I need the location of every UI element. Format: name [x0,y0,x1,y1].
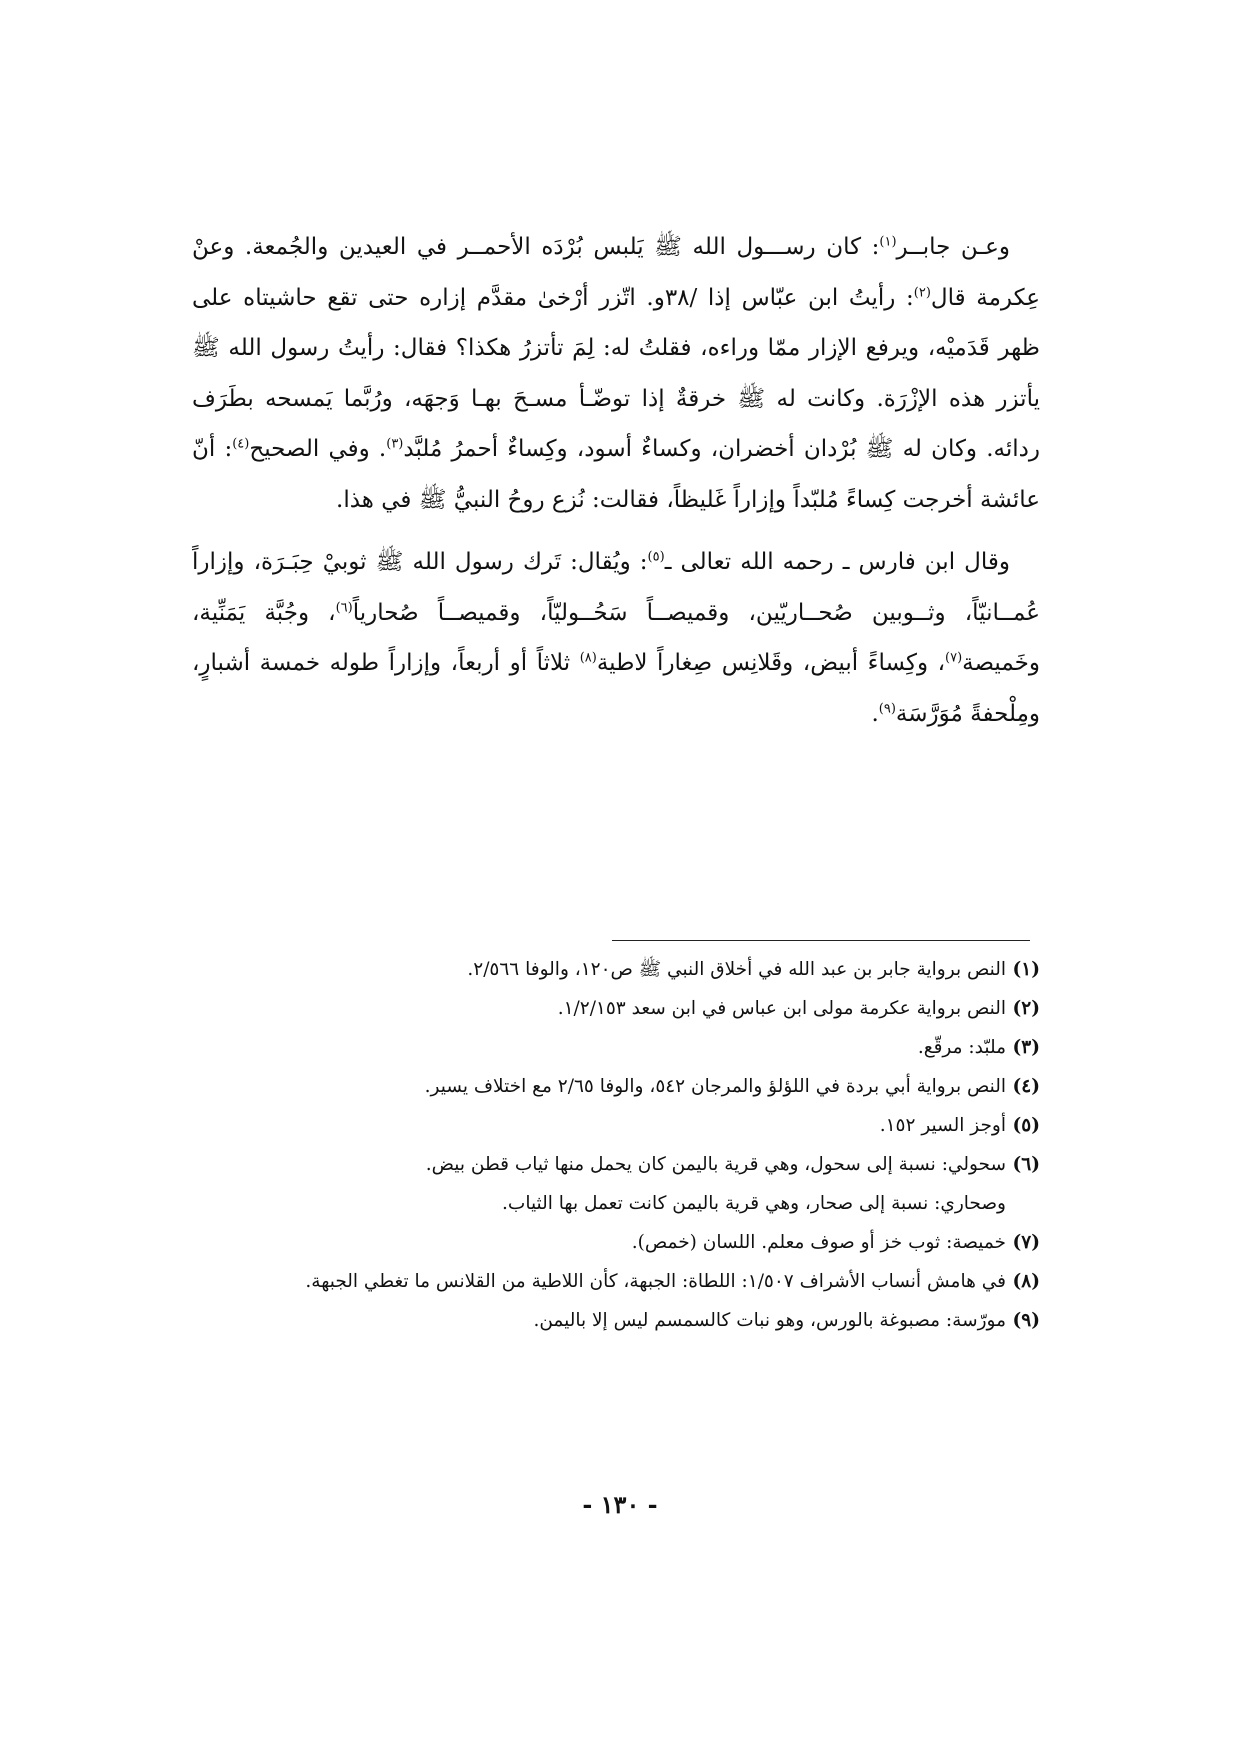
text-run: وقال ابن فارس ـ رحمه الله تعالى ـ [664,549,1010,575]
footnote-text: النص برواية جابر بن عبد الله في أخلاق النبي ﷺ ص١٢٠، والوفا ٢/٥٦٦. [467,959,1006,980]
footnote-number: (٢) [1012,998,1040,1019]
text-run: ، وكِساءً أبيض، وقَلانِس صِغاراً لاطية [596,650,946,676]
footnote-1 [192,950,1040,989]
footnote-text: مورّسة: مصبوغة بالورس، وهو نبات كالسمسم ليس إلا باليمن. [533,1310,1006,1331]
paragraph-2 [192,537,1040,739]
footnote-text: النص برواية أبي بردة في اللؤلؤ والمرجان ٥٤٢، والوفا ٢/٦٥ مع اختلاف يسير. [424,1076,1006,1097]
footnote-ref-1[interactable]: (١) [879,234,897,250]
footnotes-list [192,950,1040,1340]
footnote-9 [192,1301,1040,1340]
footnote-4 [192,1067,1040,1106]
footnote-3 [192,1028,1040,1067]
text-run: : رأيتُ ابن عبّاس إذا /٣٨و. اتّزر أرْخىٰ مقدَّم إزاره حتى تقع حاشيتاه على ظهر قَدَميْه، ويرفع الإزار ممّا وراءه، فقلتُ له: لِمَ تأتزرُ هكذا؟ فقال: رأيتُ رسول الله ﷺ يأتزر هذه الإزْرَة. وكانت له ﷺ خرقةٌ إذا توضّـأ مسـحَ بهـا وَجهَه، ورُبَّما يَمسحه بطَرَف ردائه. وكان له ﷺ بُرْدان أخضران، وكساءٌ أسود، وكِساءٌ أحمرُ مُلبَّد [192,284,1040,462]
text-run: . وفي الصحيح [249,436,387,462]
footnote-separator [612,940,1030,941]
footnote-ref-5[interactable]: (٥) [647,549,665,565]
text-run: : ويُقال: تَرك رسول الله ﷺ ثوبيْ حِبَـرَة، وإزاراً عُمــانيّاً، وثــوبين صُحــاريّين، وقميصــاً سَحُــوليّاً، وقميصــاً صُحارياً [192,549,1040,626]
footnote-ref-8[interactable]: (٨) [579,650,597,666]
main-text [192,222,1040,739]
footnote-number: (٥) [1012,1115,1040,1136]
text-run: . [871,700,879,727]
footnote-text: خميصة: ثوب خز أو صوف معلم. اللسان (خمص). [631,1232,1006,1253]
footnote-text: سحولي: نسبة إلى سحول، وهي قرية باليمن كان يحمل منها ثياب قطن بيض. [425,1154,1006,1175]
footnote-text: النص برواية عكرمة مولى ابن عباس في ابن سعد ١/٢/١٥٣. [557,998,1006,1019]
footnote-text: ملبّد: مرقّع. [917,1037,1006,1058]
footnote-2 [192,989,1040,1028]
footnote-number: (١) [1012,959,1040,980]
text-run: ، وجُبَّة يَمَنِّية، وخَميصة [192,599,1040,676]
footnote-ref-6[interactable]: (٦) [335,599,353,615]
footnote-ref-3[interactable]: (٣) [386,436,404,452]
footnote-5 [192,1106,1040,1145]
paragraph-1 [192,222,1040,525]
text-run: وعـن جابــر [896,234,1010,260]
footnote-ref-4[interactable]: (٤) [232,436,250,452]
footnote-text: في هامش أنساب الأشراف ١/٥٠٧: اللطاة: الجبهة، كأن اللاطية من القلانس ما تغطي الجبهة. [305,1271,1006,1292]
page-number: - ١٣٠ - [582,1490,658,1519]
footnote-number: (٣) [1012,1037,1040,1058]
footnote-ref-7[interactable]: (٧) [945,650,963,666]
footnote-number: (٨) [1012,1271,1040,1292]
footnote-text-continued: وصحاري: نسبة إلى صحار، وهي قرية باليمن كانت تعمل بها الثياب. [502,1193,1006,1214]
text-run: ثلاثاً أو أربعاً، وإزاراً طوله خمسة أشبارٍ، ومِلْحفةً مُوَرَّسَة [192,650,1040,727]
footnote-7 [192,1223,1040,1262]
footnote-number: (٤) [1012,1076,1040,1097]
footnote-number: (٩) [1012,1310,1040,1331]
footnote-ref-9[interactable]: (٩) [878,700,896,716]
footnote-ref-2[interactable]: (٢) [913,284,931,300]
text-run: : كان رســـول الله ﷺ يَلبس بُرْدَه الأحمــر في العيدين والجُمعة. وعنْ عِكرمة قال [192,234,1041,311]
footnote-text: أوجز السير ١٥٢. [879,1115,1006,1136]
footnote-number: (٧) [1012,1232,1040,1253]
text-run: : أنّ عائشة أخرجت كِساءً مُلبّداً وإزاراً غَليظاً، فقالت: نُزع روحُ النبيُّ ﷺ في هذا. [192,436,1040,513]
footnote-number: (٦) [1012,1154,1040,1175]
footnote-6 [192,1145,1040,1223]
footnote-8 [192,1262,1040,1301]
